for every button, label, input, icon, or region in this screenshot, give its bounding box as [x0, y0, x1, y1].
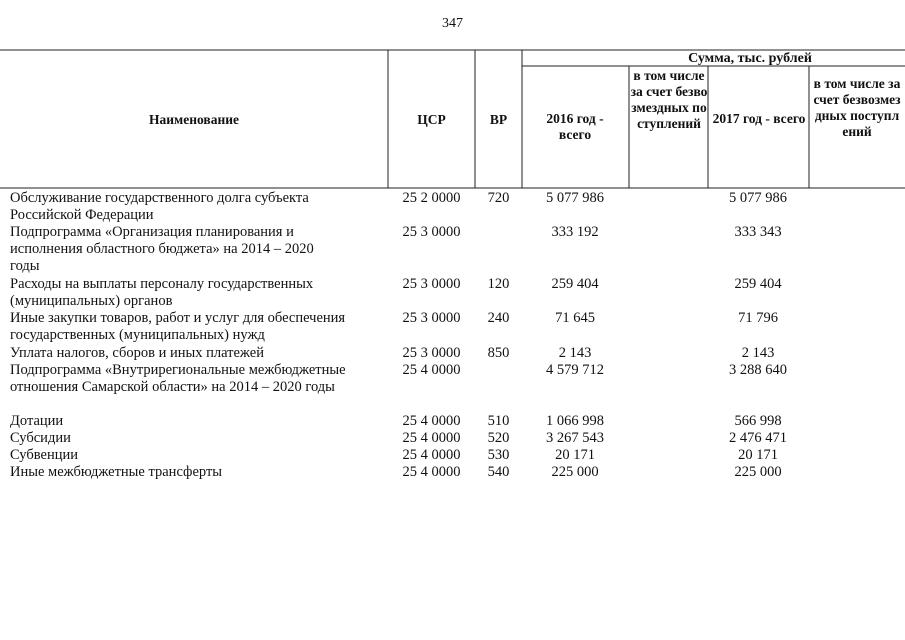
row-name: Субсидии [10, 430, 71, 446]
header-2017-total: 2017 год - всего [712, 111, 806, 126]
row-sum-2017: 333 343 [734, 224, 782, 240]
row-name: Расходы на выплаты персоналу государственных (муниципальных) органов [10, 276, 314, 309]
row-csr: 25 4 0000 [402, 447, 461, 463]
row-name: Дотации [10, 413, 64, 429]
row-vr: 540 [487, 464, 510, 480]
row-vr: 120 [487, 276, 510, 292]
row-name: Субвенции [10, 447, 78, 463]
row-sum-2016: 1 066 998 [546, 413, 604, 429]
row-sum-2016: 71 645 [555, 310, 595, 326]
row-sum-2017: 2 143 [741, 345, 775, 361]
row-sum-2017: 3 288 640 [729, 362, 787, 378]
row-sum-2017: 259 404 [734, 276, 782, 292]
row-sum-2016: 259 404 [551, 276, 599, 292]
row-sum-2016: 333 192 [551, 224, 599, 240]
header-2017-free: в том числе за счет безвозмездных поступлений [813, 76, 901, 139]
row-csr: 25 4 0000 [402, 430, 461, 446]
row-sum-2017: 5 077 986 [729, 190, 787, 206]
header-vr: ВР [489, 112, 508, 127]
row-csr: 25 3 0000 [402, 276, 461, 292]
row-vr: 720 [487, 190, 510, 206]
row-vr: 510 [487, 413, 510, 429]
row-sum-2017: 20 171 [738, 447, 778, 463]
header-name: Наименование [149, 112, 239, 127]
page-number: 347 [442, 16, 463, 31]
row-sum-2016: 3 267 543 [546, 430, 604, 446]
row-vr: 240 [487, 310, 510, 326]
row-vr: 520 [487, 430, 510, 446]
row-sum-2016: 5 077 986 [546, 190, 604, 206]
row-name: Подпрограмма «Внутрирегиональные межбюджетные отношения Самарской области» на 2014 – 2020 годы [10, 362, 346, 395]
row-vr: 850 [487, 345, 510, 361]
row-sum-2017: 566 998 [734, 413, 782, 429]
header-2016-free: в том числе за счет безвозмездных поступлений [630, 68, 708, 131]
row-sum-2017: 2 476 471 [729, 430, 787, 446]
row-csr: 25 4 0000 [402, 362, 461, 378]
row-name: Подпрограмма «Организация планирования и исполнения областного бюджета» на 2014 – 2020 годы [10, 224, 314, 274]
row-name: Уплата налогов, сборов и иных платежей [10, 345, 264, 361]
row-name: Иные межбюджетные трансферты [10, 464, 223, 480]
row-sum-2016: 2 143 [558, 345, 592, 361]
row-sum-2017: 71 796 [738, 310, 778, 326]
row-csr: 25 3 0000 [402, 310, 461, 326]
row-csr: 25 3 0000 [402, 345, 461, 361]
header-sum-group: Сумма, тыс. рублей [688, 51, 812, 66]
header-2016-total: 2016 год - всего [546, 111, 604, 142]
row-sum-2016: 20 171 [555, 447, 595, 463]
row-name: Обслуживание государственного долга субъекта Российской Федерации [10, 190, 309, 223]
row-csr: 25 2 0000 [402, 190, 461, 206]
row-csr: 25 3 0000 [402, 224, 461, 240]
row-sum-2017: 225 000 [734, 464, 782, 480]
row-csr: 25 4 0000 [402, 464, 461, 480]
row-csr: 25 4 0000 [402, 413, 461, 429]
header-csr: ЦСР [417, 112, 446, 127]
row-vr: 530 [487, 447, 510, 463]
row-name: Иные закупки товаров, работ и услуг для обеспечения государственных (муниципальных) нужд [10, 310, 346, 343]
row-sum-2016: 4 579 712 [546, 362, 604, 378]
row-sum-2016: 225 000 [551, 464, 599, 480]
